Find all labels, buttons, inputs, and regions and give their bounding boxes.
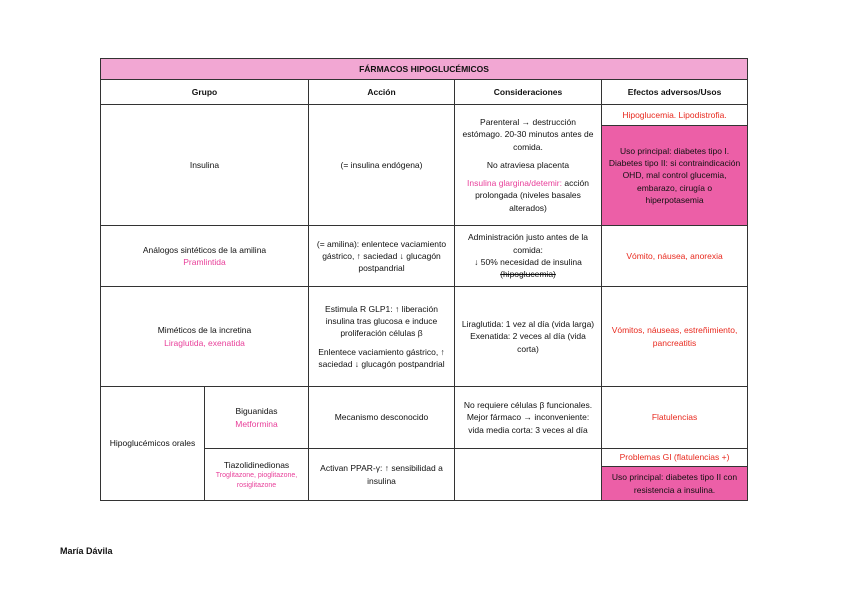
- insulina-efectos-1: Hipoglucemia. Lipodistrofia.: [602, 105, 748, 126]
- amilina-efectos: Vómito, náusea, anorexia: [602, 226, 748, 287]
- amilina-grupo-label: Análogos sintéticos de la amilina: [142, 244, 267, 255]
- header-consideraciones: Consideraciones: [455, 80, 602, 105]
- tiazolidinedionas-consideraciones: [455, 449, 602, 501]
- biguanidas-grupo: [205, 387, 309, 449]
- incretina-accion: [309, 287, 455, 387]
- insulina-cons-3: [461, 177, 595, 214]
- insulina-row-a: [101, 105, 748, 126]
- biguanidas-consideraciones: [455, 387, 602, 449]
- insulina-consideraciones: [455, 105, 602, 226]
- insulina-efectos-2: Uso principal: diabetes tipo I. Diabetes tipo II: si contraindicación OHD, mal control glucemia, embarazo, cirugía o hiperpotasemia: [602, 126, 748, 226]
- amilina-row: [101, 226, 748, 287]
- author-name: María Dávila: [60, 546, 113, 556]
- tiazolidinedionas-efectos-2: Uso principal: diabetes tipo II con resistencia a insulina.: [602, 467, 748, 501]
- biguanidas-row: [101, 387, 748, 449]
- incretina-cons-1: Liraglutida: 1 vez al día (vida larga): [461, 319, 595, 330]
- tiazolidinedionas-efectos-1: Problemas GI (flatulencias +): [602, 449, 748, 467]
- insulina-glargina: Insulina glargina/detemir:: [467, 178, 563, 189]
- insulina-cons-1: Parenteral → destrucción estómago. 20-30 minutos antes de comida.: [462, 116, 594, 152]
- insulina-accion: (= insulina endógena): [309, 105, 455, 226]
- incretina-accion-1: Estimula R GLP1: ↑ liberación insulina tras glucosa e induce proliferación células β: [325, 303, 438, 339]
- header-row: [101, 80, 748, 105]
- amilina-consideraciones: [455, 226, 602, 287]
- biguanidas-accion: Mecanismo desconocido: [309, 387, 455, 449]
- amilina-drug: Pramlintida: [183, 257, 226, 267]
- insulina-cons-3-rest: acción prolongada (niveles basales alterados): [475, 178, 589, 213]
- header-accion: Acción: [309, 80, 455, 105]
- incretina-drug: Liraglutida, exenatida: [164, 337, 245, 348]
- incretina-efectos: Vómitos, náuseas, estreñimiento, pancreatitis: [602, 287, 748, 387]
- biguanidas-name: Biguanidas: [235, 406, 278, 417]
- tiazolidinedionas-grupo: [205, 449, 309, 501]
- insulina-grupo: Insulina: [101, 105, 309, 226]
- title-row: [101, 59, 748, 80]
- orales-grupo: Hipoglucémicos orales: [101, 387, 205, 501]
- amilina-accion: (= amilina): enlentece vaciamiento gástrico, ↑ saciedad ↓ glucagón postpandrial: [309, 226, 455, 287]
- header-efectos: Efectos adversos/Usos: [602, 80, 748, 105]
- biguanidas-drug: Metformina: [235, 418, 278, 429]
- amilina-cons-2: ↓ 50% necesidad de insulina: [474, 257, 582, 267]
- tiazolidinedionas-accion: Activan PPAR-γ: ↑ sensibilidad a insulina: [309, 449, 455, 501]
- incretina-accion-2: Enlentece vaciamiento gástrico, ↑ saciedad ↓ glucagón postpandrial: [318, 346, 445, 369]
- biguanidas-cons-1: No requiere células β funcionales.: [463, 400, 593, 411]
- incretina-cons-2: Exenatida: 2 veces al día (vida corta): [470, 331, 586, 354]
- incretina-row: [101, 287, 748, 387]
- incretina-grupo-label: Miméticos de la incretina: [157, 325, 252, 336]
- tiazolidinedionas-drug: Troglitazone, pioglitazone, rosiglitazone: [215, 472, 298, 489]
- table-title: FÁRMACOS HIPOGLUCÉMICOS: [101, 59, 748, 80]
- insulina-cons-2: No atraviesa placenta: [486, 159, 570, 170]
- header-grupo: Grupo: [101, 80, 309, 105]
- incretina-grupo: [101, 287, 309, 387]
- amilina-cons-1: Administración justo antes de la comida:: [467, 232, 588, 255]
- amilina-cons-3: (hipoglucemia): [500, 269, 556, 280]
- biguanidas-cons-2: Mejor fármaco → inconveniente: vida media corta: 3 veces al día: [466, 412, 590, 435]
- incretina-consideraciones: [455, 287, 602, 387]
- tiazolidinedionas-name: Tiazolidinedionas: [223, 459, 290, 470]
- amilina-grupo: [101, 226, 309, 287]
- drug-table: [100, 58, 748, 501]
- biguanidas-efectos: Flatulencias: [602, 387, 748, 449]
